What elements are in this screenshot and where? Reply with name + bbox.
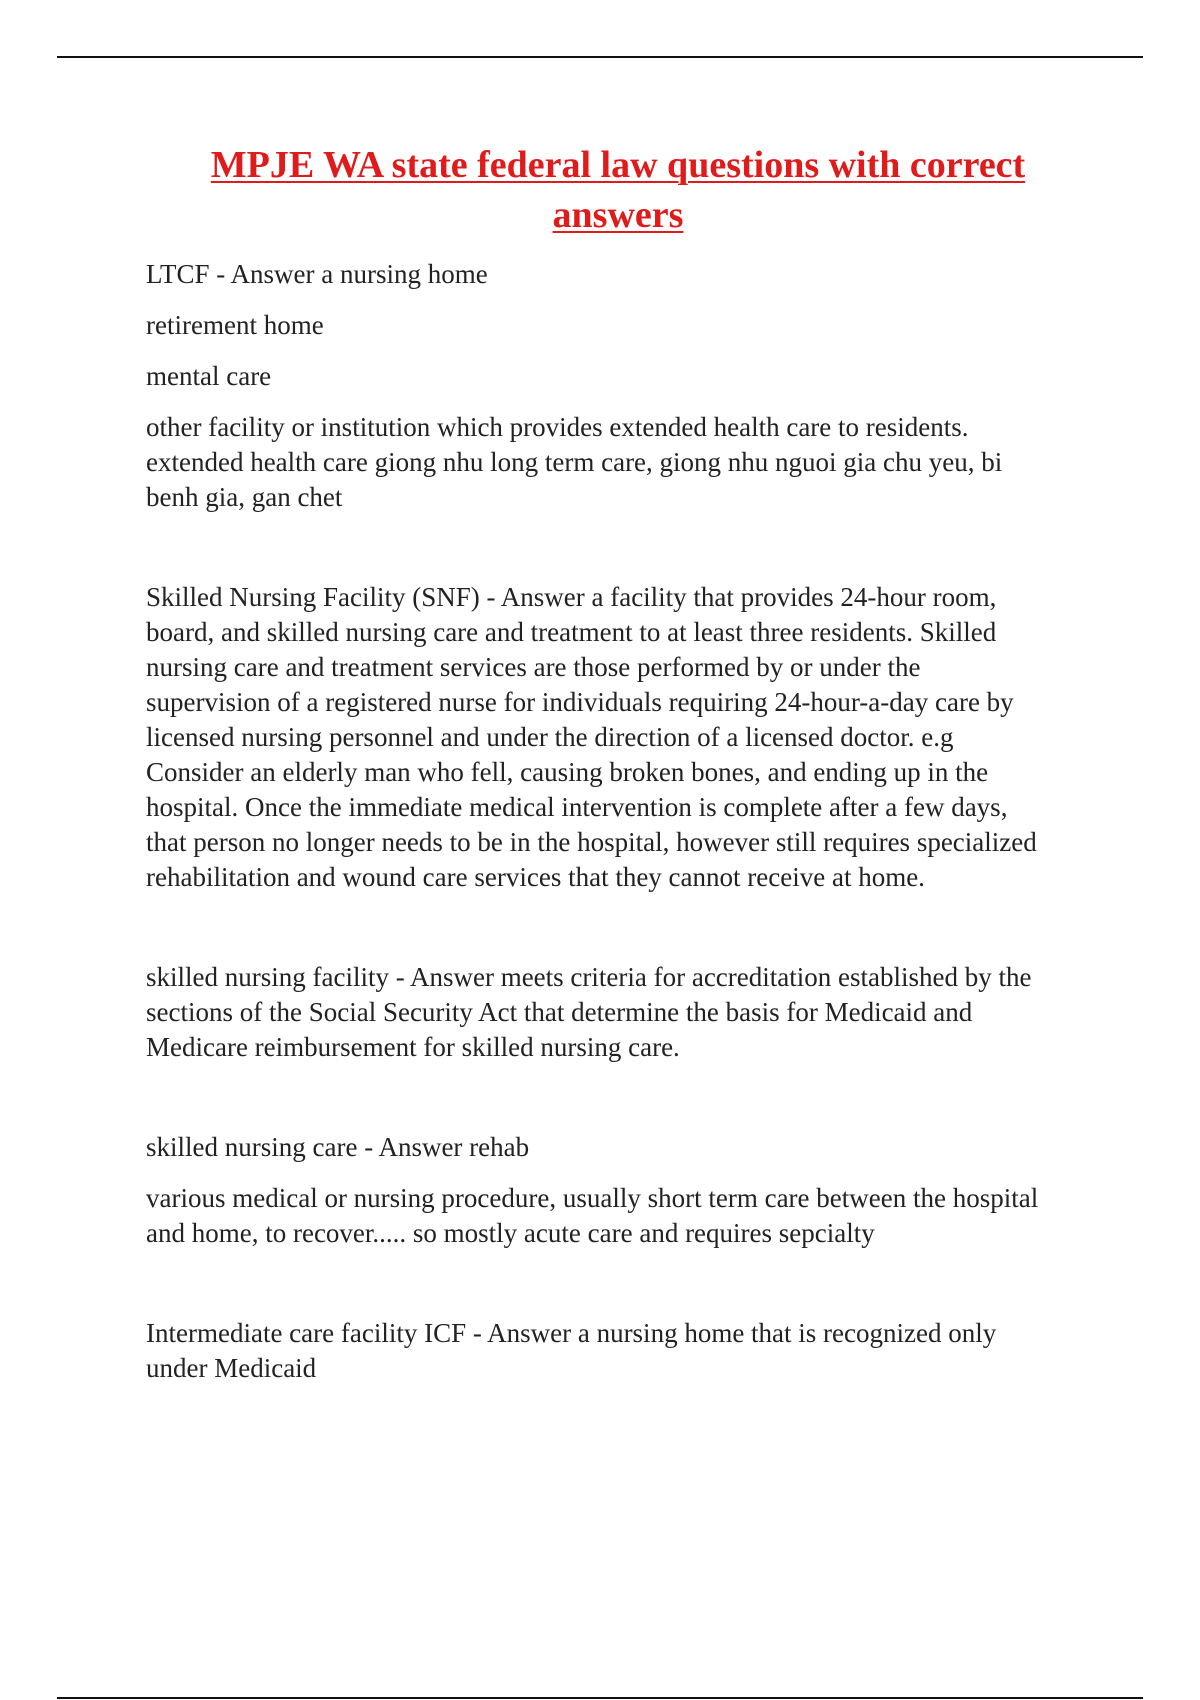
document-title: [146, 140, 1090, 240]
text-line: board, and skilled nursing care and treatment to at least three residents. Skilled: [146, 617, 997, 647]
paragraph-icf: [146, 1316, 1096, 1386]
text-line: skilled nursing facility - Answer meets criteria for accreditation established by the: [146, 962, 1032, 992]
bottom-rule: [57, 1697, 1143, 1699]
paragraph-retirement-home: [146, 308, 1096, 343]
title-line-2: answers: [552, 194, 684, 236]
text-line: licensed nursing personnel and under the direction of a licensed doctor. e.g: [146, 722, 954, 752]
paragraph-various-medical: [146, 1181, 1096, 1251]
text-line: under Medicaid: [146, 1353, 317, 1383]
text-line: skilled nursing care - Answer rehab: [146, 1132, 530, 1162]
text-line: nursing care and treatment services are those performed by or under the: [146, 652, 921, 682]
text-line: Medicare reimbursement for skilled nursing care.: [146, 1032, 680, 1062]
text-line: Consider an elderly man who fell, causing broken bones, and ending up in the: [146, 757, 989, 787]
text-line: Skilled Nursing Facility (SNF) - Answer a facility that provides 24-hour room,: [146, 582, 997, 612]
text-line: and home, to recover..... so mostly acute care and requires sepcialty: [146, 1218, 875, 1248]
paragraph-skilled-nursing-care: [146, 1130, 1096, 1165]
text-line: extended health care giong nhu long term care, giong nhu nguoi gia chu yeu, bi: [146, 447, 1003, 477]
text-line: hospital. Once the immediate medical intervention is complete after a few days,: [146, 792, 1008, 822]
text-line: retirement home: [146, 310, 324, 340]
text-line: mental care: [146, 361, 272, 391]
top-rule: [57, 56, 1143, 58]
paragraph-ltcf: [146, 257, 1096, 292]
title-line-1: MPJE WA state federal law questions with correct: [210, 144, 1026, 186]
paragraph-other-facility: [146, 410, 1096, 515]
text-line: sections of the Social Security Act that determine the basis for Medicaid and: [146, 997, 973, 1027]
text-line: Intermediate care facility ICF - Answer a nursing home that is recognized only: [146, 1318, 997, 1348]
text-line: other facility or institution which provides extended health care to residents.: [146, 412, 969, 442]
text-line: various medical or nursing procedure, usually short term care between the hospital: [146, 1183, 1039, 1213]
text-line: rehabilitation and wound care services that they cannot receive at home.: [146, 862, 925, 892]
text-line: benh gia, gan chet: [146, 482, 343, 512]
document-body: [146, 257, 1096, 1386]
paragraph-mental-care: [146, 359, 1096, 394]
text-line: supervision of a registered nurse for individuals requiring 24-hour-a-day care by: [146, 687, 1014, 717]
text-line: LTCF - Answer a nursing home: [146, 259, 488, 289]
text-line: that person no longer needs to be in the hospital, however still requires specialized: [146, 827, 1037, 857]
paragraph-skilled-nursing-facility: [146, 960, 1096, 1065]
paragraph-snf: [146, 580, 1096, 895]
